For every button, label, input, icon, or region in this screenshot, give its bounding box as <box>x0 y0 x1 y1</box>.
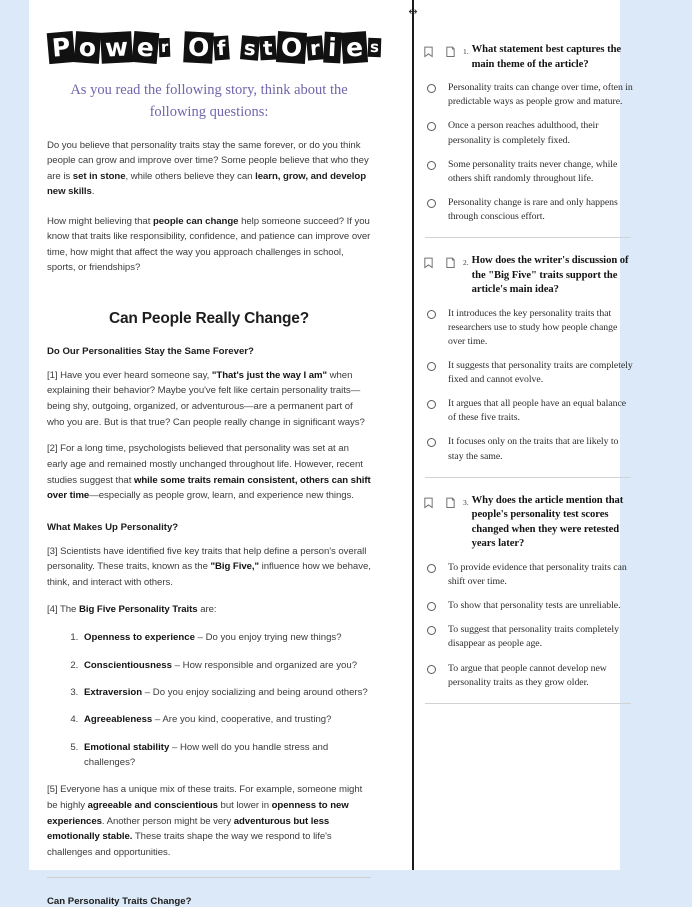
question-text: Why does the article mention that people's personality test scores changed when they were retested years later? <box>471 494 624 550</box>
trait-list-item <box>81 630 371 645</box>
question-separator <box>425 477 631 478</box>
answer-option-label: It argues that all people have an equal balance of these five traits. <box>448 398 627 424</box>
document-page <box>29 0 633 907</box>
resize-handle-icon[interactable]: ↔ <box>408 4 418 18</box>
bookmark-icon[interactable] <box>423 497 434 509</box>
title-letter: O <box>183 31 214 63</box>
question-block <box>423 494 633 704</box>
trait-name: Extraversion <box>84 686 143 698</box>
section-heading-1: Do Our Personalities Stay the Same Forever? <box>47 345 254 357</box>
big-five-traits-list <box>47 630 371 770</box>
trait-description: – Do you enjoy trying new things? <box>194 632 342 644</box>
reading-prompt-subtitle: As you read the following story, think about the following questions: <box>70 82 348 120</box>
article-paragraph-2: [2] For a long time, psychologists believed that personality was set at an early age and remained mostly unchanged throughout life. However, recent studies suggest that while some traits remain consistent, others can shift over time—especially as people grow, learn, and experience new things. <box>47 443 371 502</box>
article-heading: Can People Really Change? <box>109 309 309 327</box>
answer-option[interactable] <box>423 623 633 651</box>
answer-options <box>423 81 633 224</box>
article-paragraph-3: [3] Scientists have identified five key traits that help define a person's overall personality. These traits, known as the "Big Five," influence how we behave, think, and interact with others. <box>47 545 371 588</box>
answer-options <box>423 307 633 464</box>
answer-option-label: To show that personality tests are unreliable. <box>448 600 621 612</box>
title-letter: O <box>276 31 307 64</box>
question-separator <box>425 237 631 238</box>
answer-option[interactable] <box>423 599 633 613</box>
question-icon-group <box>423 43 456 58</box>
radio-button[interactable] <box>427 84 436 93</box>
title-letter <box>229 40 240 56</box>
answer-option-label: It introduces the key personality traits that researchers use to study how people change over time. <box>448 307 618 347</box>
question-icon-group <box>423 254 456 269</box>
answer-option[interactable] <box>423 119 633 147</box>
section-heading-3: Can Personality Traits Change? <box>47 896 192 907</box>
section-heading-2: What Makes Up Personality? <box>47 521 179 533</box>
title-letter: o <box>74 31 101 64</box>
trait-description: – Do you enjoy socializing and being around others? <box>142 686 368 698</box>
radio-button[interactable] <box>427 602 436 611</box>
question-number: 3. <box>463 497 469 507</box>
answer-option-label: To provide evidence that personality traits can shift over time. <box>448 562 627 588</box>
answer-option[interactable] <box>423 158 633 186</box>
trait-list-item <box>81 740 371 771</box>
title-letter: t <box>260 35 277 60</box>
trait-description: – How well do you handle stress and challenges? <box>84 741 329 768</box>
answer-option[interactable] <box>423 81 633 109</box>
title-letter: f <box>213 35 229 60</box>
radio-button[interactable] <box>427 400 436 409</box>
title-letter: r <box>306 35 324 60</box>
answer-option[interactable] <box>423 359 633 387</box>
radio-button[interactable] <box>427 626 436 635</box>
radio-button[interactable] <box>427 564 436 573</box>
title-letter: e <box>132 31 160 64</box>
pane-divider[interactable] <box>412 0 414 870</box>
title-letter: w <box>100 31 133 64</box>
radio-button[interactable] <box>427 199 436 208</box>
question-icon-group <box>423 494 456 509</box>
title-letter: e <box>341 31 368 64</box>
answer-options <box>423 561 633 690</box>
radio-button[interactable] <box>427 665 436 674</box>
bookmark-icon[interactable] <box>423 46 434 58</box>
answer-option-label: To argue that people cannot develop new personality traits as they grow older. <box>448 662 607 688</box>
answer-option[interactable] <box>423 397 633 425</box>
trait-description: – How responsible and organized are you? <box>171 659 358 671</box>
article-paragraph-4: [4] The Big Five Personality Traits are: <box>47 603 217 615</box>
answer-option-label: Personality change is rare and only happens through conscious effort. <box>448 196 618 222</box>
answer-option-label: It focuses only on the traits that are likely to stay the same. <box>448 436 619 462</box>
article-pane <box>29 0 383 907</box>
title-letter: i <box>323 32 341 64</box>
question-block <box>423 0 633 238</box>
title-letter: s <box>240 35 260 60</box>
radio-button[interactable] <box>427 161 436 170</box>
title-letter <box>172 40 183 56</box>
question-text: What statement best captures the main theme of the article? <box>471 44 622 70</box>
radio-button[interactable] <box>427 122 436 131</box>
section-divider <box>47 877 371 878</box>
answer-option[interactable] <box>423 435 633 463</box>
answer-option-label: Personality traits can change over time, often in predictable ways as people grow and mature. <box>448 82 633 108</box>
questions-pane <box>415 0 649 870</box>
bookmark-icon[interactable] <box>423 257 434 269</box>
trait-name: Agreeableness <box>84 714 153 726</box>
title-letter: r <box>159 38 171 57</box>
trait-list-item <box>81 658 371 673</box>
trait-list-item <box>81 685 371 700</box>
question-header <box>423 254 633 298</box>
page-title <box>47 32 379 63</box>
question-number: 1. <box>463 47 469 56</box>
title-letter: s <box>367 38 381 57</box>
trait-name: Emotional stability <box>84 741 170 753</box>
answer-option[interactable] <box>423 196 633 224</box>
intro-paragraph-1: Do you believe that personality traits stay the same forever, or do you think people can grow and improve over time? Some people believe that who they are is set in stone, while others believe they can learn, grow, and develop new skills. <box>47 139 369 198</box>
trait-name: Conscientiousness <box>84 659 172 671</box>
trait-list-item <box>81 712 371 727</box>
question-text: How does the writer's discussion of the "Big Five" traits support the article's main idea? <box>471 254 629 296</box>
trait-name: Openness to experience <box>84 632 195 644</box>
answer-option[interactable] <box>423 307 633 349</box>
intro-paragraph-2: How might believing that people can change help someone succeed? If you know that traits like responsibility, confidence, and patience can improve over time, how might that affect the way you approach challenges in school, sports, or friendships? <box>47 215 371 274</box>
radio-button[interactable] <box>427 362 436 371</box>
answer-option-label: Once a person reaches adulthood, their personality is completely fixed. <box>448 120 599 146</box>
question-header <box>423 494 633 552</box>
question-separator <box>425 703 631 704</box>
answer-option[interactable] <box>423 662 633 690</box>
trait-description: – Are you kind, cooperative, and trusting? <box>152 714 332 726</box>
radio-button[interactable] <box>427 438 436 447</box>
question-number: 2. <box>463 257 469 267</box>
question-block <box>423 254 633 478</box>
article-paragraph-1: [1] Have you ever heard someone say, "That's just the way I am" when explaining their behavior? Maybe you've felt like certain personality traits—being shy, outgoing, organized, or adventurous—are a permanent part of who you are. But is that true? Can people really change in significant ways? <box>47 369 365 428</box>
question-header <box>423 43 633 72</box>
radio-button[interactable] <box>427 310 436 319</box>
answer-option-label: It suggests that personality traits are completely fixed and cannot evolve. <box>448 360 633 386</box>
answer-option[interactable] <box>423 561 633 589</box>
title-letter: P <box>46 31 75 64</box>
article-paragraph-5: [5] Everyone has a unique mix of these traits. For example, someone might be highly agreeable and conscientious but lower in openness to new experiences. Another person might be very adventurous but less emotionally stable. These traits shape the way we respond to life's challenges and opportunities. <box>47 784 363 858</box>
note-icon[interactable] <box>445 257 456 269</box>
note-icon[interactable] <box>445 497 456 509</box>
answer-option-label: To suggest that personality traits completely disappear as people age. <box>448 624 619 650</box>
answer-option-label: Some personality traits never change, while others shift randomly throughout life. <box>448 158 618 184</box>
note-icon[interactable] <box>445 46 456 58</box>
